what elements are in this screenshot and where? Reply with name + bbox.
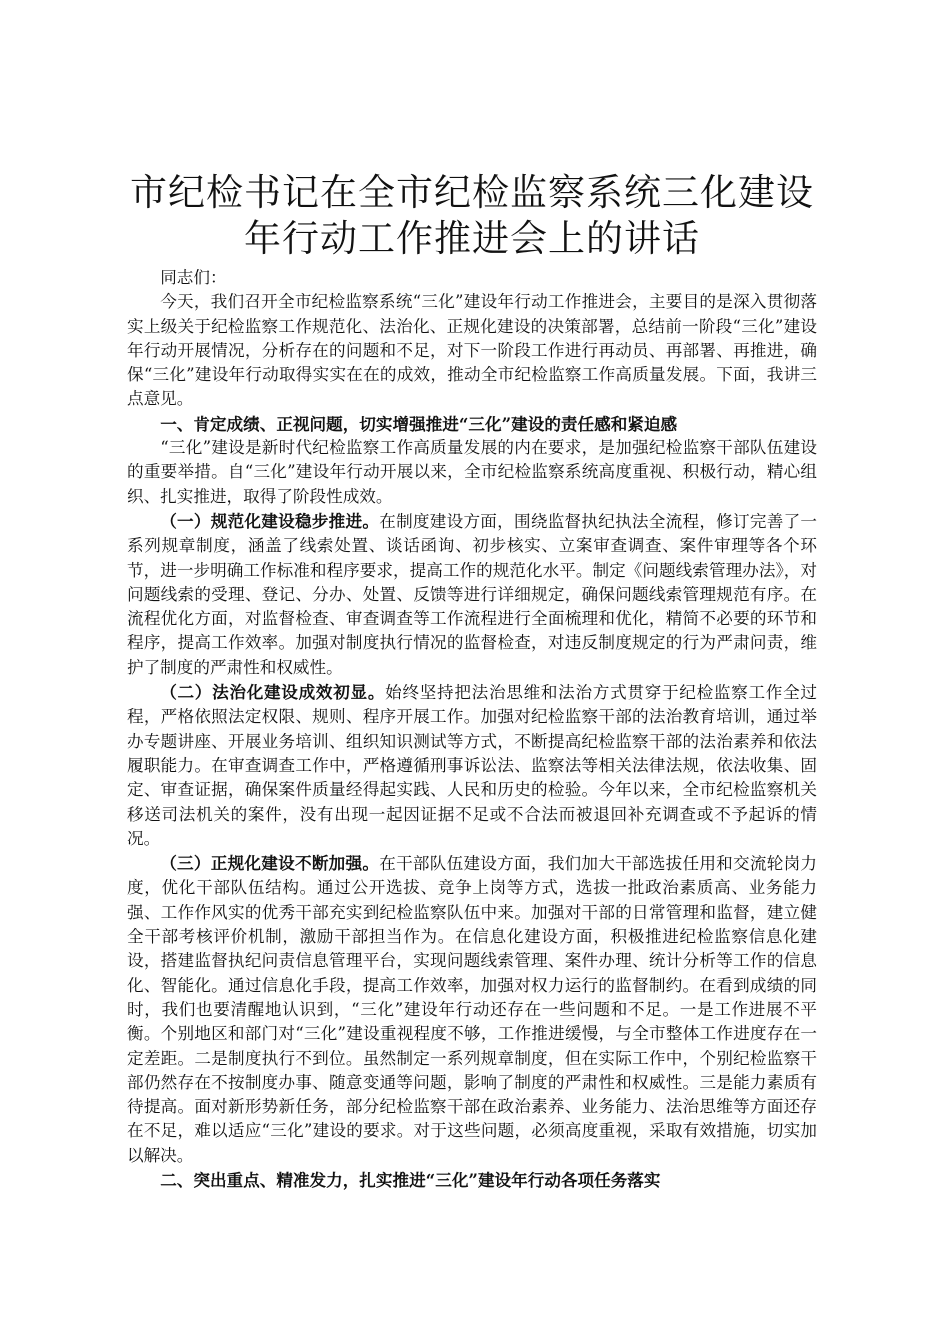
subsection-1-lead: （一）规范化建设稳步推进。 (160, 510, 380, 531)
document-page (127, 170, 817, 1192)
subsection-2-body: 始终坚持把法治思维和法治方式贯穿于纪检监察工作全过程，严格依照法定权限、规则、程序开展工作。加强对纪检监察干部的法治教育培训，通过举办专题讲座、开展业务培训、组织知识测试等方式，不断提高纪检监察干部的法治素养和依法履职能力。在审查调查工作中，严格遵循刑事诉讼法、监察法等相关法律法规，依法收集、固定、审查证据，确保案件质量经得起实践、人民和历史的检验。今年以来，全市纪检监察机关移送司法机关的案件，没有出现一起因证据不足或不合法而被退回补充调查或不予起诉的情况。 (127, 683, 818, 848)
subsection-1-paragraph (127, 509, 817, 680)
document-title: 市纪检书记在全市纪检监察系统三化建设年行动工作推进会上的讲话 (130, 171, 814, 260)
subsection-3-body: 在干部队伍建设方面，我们加大干部选拔任用和交流轮岗力度，优化干部队伍结构。通过公开选拔、竞争上岗等方式，选拔一批政治素质高、业务能力强、工作作风实的优秀干部充实到纪检监察队伍中来。加强对干部的日常管理和监督，建立健全干部考核评价机制，激励干部担当作为。在信息化建设方面，积极推进纪检监察信息化建设，搭建监督执纪问责信息管理平台，实现问题线索管理、案件办理、统计分析等工作的信息化、智能化。通过信息化手段，提高工作效率，加强对权力运行的监督制约。在看到成绩的同时，我们也要清醒地认识到，“三化”建设年行动还存在一些问题和不足。一是工作进展不平衡。个别地区和部门对“三化”建设重视程度不够，工作推进缓慢，与全市整体工作进度存在一定差距。二是制度执行不到位。虽然制定一系列规章制度，但在实际工作中，个别纪检监察干部仍然存在不按制度办事、随意变通等问题，影响了制度的严肃性和权威性。三是能力素质有待提高。面对新形势新任务，部分纪检监察干部在政治素养、业务能力、法治思维等方面还存在不足，难以适应“三化”建设的要求。对于这些问题，必须高度重视，采取有效措施，切实加以解决。 (127, 854, 818, 1165)
subsection-3-lead: （三）正规化建设不断加强。 (160, 853, 380, 874)
salutation: 同志们： (160, 268, 227, 287)
section-1-intro-paragraph: “三化”建设是新时代纪检监察工作高质量发展的内在要求，是加强纪检监察干部队伍建设的重要举措。自“三化”建设年行动开展以来，全市纪检监察系统高度重视、积极行动，精心组织、扎实推进，取得了阶段性成效。 (127, 438, 817, 506)
subsection-3-paragraph (127, 851, 817, 1168)
section-1-heading: 一、肯定成绩、正视问题，切实增强推进“三化”建设的责任感和紧迫感 (160, 413, 678, 434)
subsection-1-body: 在制度建设方面，围绕监督执纪执法全流程，修订完善了一系列规章制度，涵盖了线索处置、谈话函询、初步核实、立案审查调查、案件审理等各个环节，进一步明确工作标准和程序要求，提高工作的规范化水平。制定《问题线索管理办法》，对问题线索的受理、登记、分办、处置、反馈等进行详细规定，确保问题线索管理规范有序。在流程优化方面，对监督检查、审查调查等工作流程进行全面梳理和优化，精简不必要的环节和程序，提高工作效率。加强对制度执行情况的监督检查，对违反制度规定的行为严肃问责，维护了制度的严肃性和权威性。 (127, 511, 818, 677)
subsection-2-paragraph (127, 680, 817, 851)
section-2-heading: 二、突出重点、精准发力，扎实推进“三化”建设年行动各项任务落实 (160, 1169, 661, 1190)
subsection-2-lead: （二）法治化建设成效初显。 (160, 682, 386, 703)
intro-paragraph: 今天，我们召开全市纪检监察系统“三化”建设年行动工作推进会，主要目的是深入贯彻落实上级关于纪检监察工作规范化、法治化、正规化建设的决策部署，总结前一阶段“三化”建设年行动开展情况，分析存在的问题和不足，对下一阶段工作进行再动员、再部署、再推进，确保“三化”建设年行动取得实实在在的成效，推动全市纪检监察工作高质量发展。下面，我讲三点意见。 (127, 292, 817, 409)
